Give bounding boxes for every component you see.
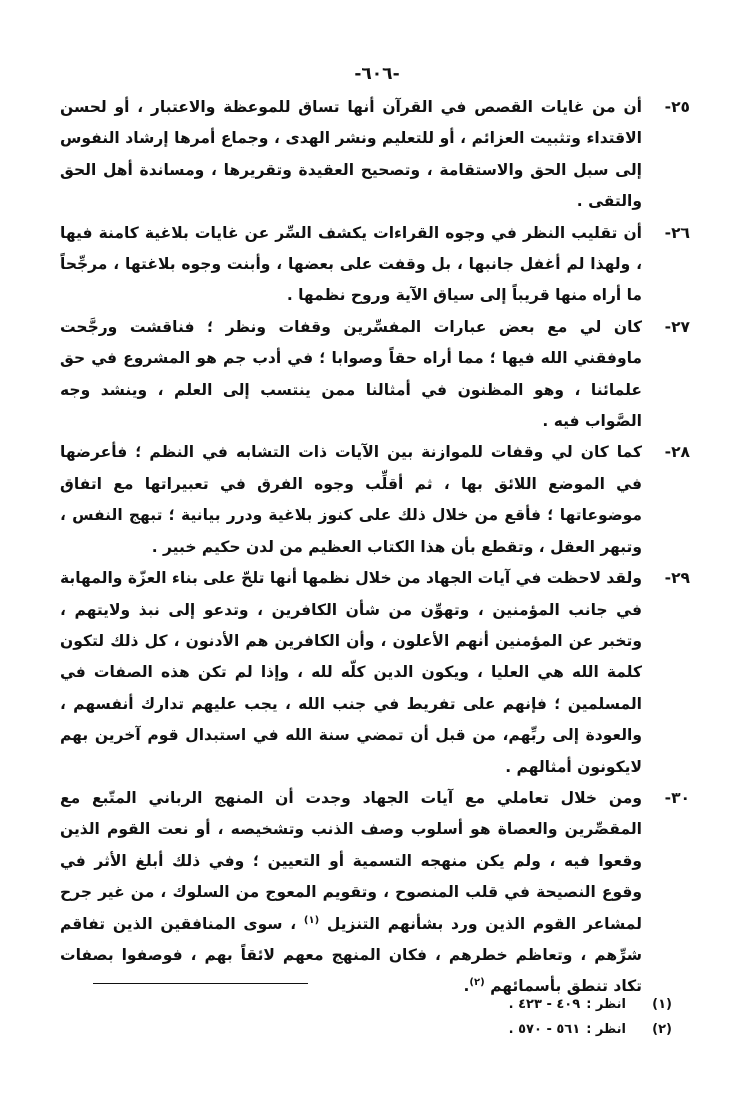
- footnote-number: (١): [652, 997, 672, 1012]
- item-text: كما كان لي وقفات للموازنة بين الآيات ذات التشابه في النظم ؛ فأعرضها في الموضع اللائق بها ، ثم أقلِّب وجوه الفرق في تعبيراتها مع اتفاق موضوعاتها ؛ فأقع من خلال ذلك على كنوز بلاغية ودرر بيانية ؛ تبهج النفس ، وتبهر العقل ، وتقطع بأن هذا الكتاب العظيم من لدن حكيم خبير .: [60, 443, 642, 556]
- item-text: أن من غايات القصص في القرآن أنها تساق للموعظة والاعتبار ، أو لحسن الاقتداء وتثبيت العزائم ، أو للتعليم ونشر الهدى ، وجماع أمرها إرشاد النفوس إلى سبل الحق والاستقامة ، وتصحيح العقيدة وتقريرها ، ومساندة أهل الحق والتقى .: [60, 98, 642, 211]
- footnote-label: انظر :: [586, 997, 626, 1012]
- list-item-25: [60, 92, 690, 218]
- item-text: كان لي مع بعض عبارات المفسِّرين وقفات ونظر ؛ فناقشت ورجَّحت ماوفقني الله فيها ؛ مما أراه حقاً وصوابا ؛ في أدب جم هو المشروع في حق علمائنا ، وهو المظنون في أمثالنا ممن ينتسب إلى العلم ، وينشد وجه الصَّواب فيه .: [60, 317, 642, 431]
- footnote-label: انظر :: [586, 1022, 626, 1037]
- item-text: [60, 783, 642, 1003]
- item-text-part: ومن خلال تعاملي مع آيات الجهاد وجدت أن المنهج الرباني المتّبع مع المقصِّرين والعصاة هو أسلوب وصف الذنب وتشخيصه ، أو نعت القوم الذين وقعوا فيه ، ولم يكن منهجه التسمية أو التعيين ؛ وفي ذلك أبلغ الأثر في وقوع النصيحة في قلب المنصوح ، وتقويم المعوج من السلوك ، من غير جرح لمشاعر القوم الذين ورد بشأنهم التنزيل: [60, 788, 642, 933]
- footnotes: [292, 992, 672, 1042]
- item-number: ٣٠-: [664, 788, 690, 807]
- item-number: ٢٥-: [664, 98, 690, 116]
- list-item-26: [60, 218, 690, 312]
- footnote-1: [292, 992, 672, 1017]
- item-number: ٢٦-: [664, 223, 690, 242]
- item-text-end: .: [463, 977, 470, 996]
- item-number: ٢٧-: [664, 317, 690, 336]
- footnote-divider: [93, 983, 308, 984]
- footnote-text: ٥٦١ - ٥٧٠ .: [508, 1022, 581, 1037]
- footnote-2: [292, 1017, 672, 1042]
- body-text: [60, 92, 690, 1003]
- item-text-part: ، سوى المنافقين الذين تفاقم شرِّهم ، وتعاظم خطرهم ، فكان المنهج معهم لائقاً بهم ، فوصفوا بصفات تكاد تنطق بأسمائهم: [60, 914, 642, 996]
- page-number: -٦٠٦-: [354, 64, 400, 84]
- list-item-29: [60, 563, 690, 783]
- list-item-30: [60, 783, 690, 1003]
- list-item-28: [60, 437, 690, 563]
- item-number: ٢٩-: [664, 569, 690, 588]
- item-text: أن تقليب النظر في وجوه القراءات يكشف السِّر عن غايات بلاغية كامنة فيها ، ولهذا لم أغفل جانبها ، بل وقفت على بعضها ، وأبنت وجوه بلاغتها ، مرجِّحاً ما أراه منها قريباً إلى سياق الآية وروح نظمها .: [60, 223, 642, 305]
- list-item-27: [60, 312, 690, 438]
- footnote-text: ٤٠٩ - ٤٢٣ .: [508, 997, 581, 1012]
- item-text: ولقد لاحظت في آيات الجهاد من خلال نظمها أنها تلحّ على بناء العزّة والمهابة في جانب المؤمنين ، وتهوِّن من شأن الكافرين ، وتدعو إلى نبذ ولايتهم ، وتخبر عن المؤمنين أنهم الأعلون ، وأن الكافرين هم الأدنون ، كل ذلك لتكون كلمة الله هي العليا ، ويكون الدين كلّه لله ، وإذا لم تكن هذه الصفات في المسلمين ؛ فإنهم على تفريط في جنب الله ، يجب عليهم تدارك أنفسهم ، والعودة إلى ربِّهم، من قبل أن تمضي سنة الله في استبدال قوم آخرين بهم لايكونون أمثالهم .: [60, 569, 642, 776]
- footnote-ref-1: (١): [303, 914, 320, 926]
- item-number: ٢٨-: [664, 443, 690, 462]
- footnote-ref-2: (٢): [469, 977, 485, 989]
- footnote-number: (٢): [652, 1022, 672, 1037]
